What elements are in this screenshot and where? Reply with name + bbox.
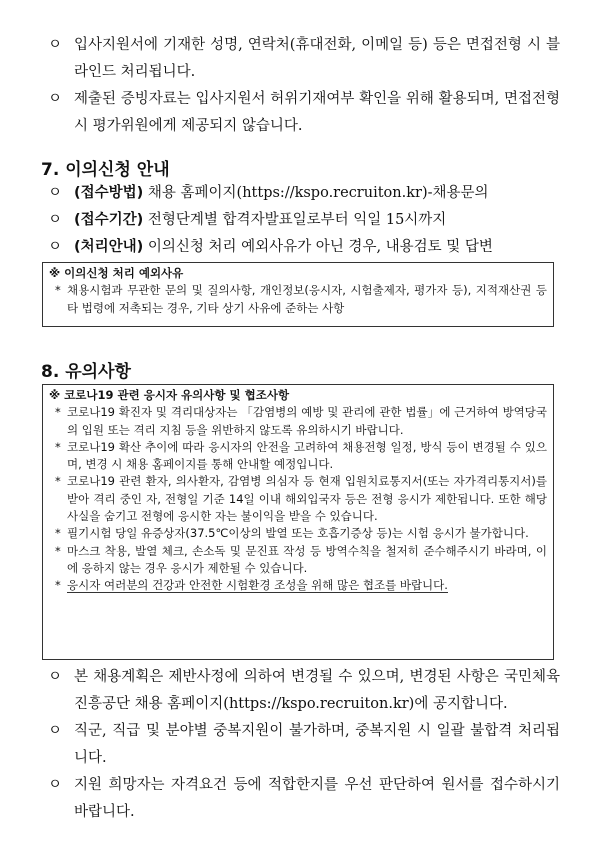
box-item-marker: * — [55, 405, 61, 420]
section-7-title: 7. 이의신청 안내 — [41, 160, 170, 180]
bullet-eligibility-check — [48, 772, 560, 826]
bullet-text: 입사지원서에 기재한 성명, 연락처(휴대전화, 이메일 등) 등은 면접전형 시 블라인드 처리됩니다. — [74, 37, 560, 80]
box-item-marker: * — [55, 526, 61, 541]
box-item — [43, 525, 553, 542]
section-8-title: 8. 유의사항 — [41, 362, 131, 382]
item-text: 전형단계별 합격자발표일로부터 익일 15시까지 — [143, 212, 447, 228]
bullet-text: 본 채용계획은 제반사정에 의하여 변경될 수 있으며, 변경된 사항은 국민체육진흥공단 채용 홈페이지(https://kspo.recruiton.kr)에 공지합니다. — [74, 669, 560, 712]
box-item-text: 코로나19 확산 추이에 따라 응시자의 안전을 고려하여 채용전형 일정, 방식 등이 변경될 수 있으며, 변경 시 채용 홈페이지를 통해 안내할 예정입니다. — [67, 439, 547, 472]
bullet-marker: ㅇ — [48, 212, 63, 228]
box-item-text: 마스크 착용, 발열 체크, 손소독 및 문진표 작성 등 방역수칙을 철저히 준수해주시기 바라며, 이에 응하지 않는 경우 응시가 제한될 수 있습니다. — [67, 543, 547, 575]
bullet-marker: ㅇ — [48, 777, 63, 793]
box-item — [43, 439, 553, 474]
bullet-marker: ㅇ — [48, 669, 63, 685]
box-item-text: 코로나19 확진자 및 격리대상자는 「감염병의 예방 및 관리에 관한 법률」에 근거하여 방역당국의 입원 또는 격리 지침 등을 위반하지 않도록 유의하시기 바랍니다. — [67, 405, 547, 437]
box-item-marker: * — [55, 543, 61, 558]
bullet-duplicate-application — [48, 718, 560, 772]
box-item-text: 코로나19 관련 환자, 의사환자, 감염병 의심자 등 현재 입원치료통지서(또는 자가격리통지서)를 받아 격리 중인 자, 전형일 기준 14일 이내 해외입국자 등은 전형 응시가 제한됩니다. 또한 해당 사실을 숨기고 전형에 응시한 자는 불이익을 받을 수 있습니다. — [67, 474, 547, 524]
box-item-marker: * — [55, 283, 61, 298]
objection-method — [48, 180, 560, 207]
box-title: ※ 코로나19 관련 응시자 유의사항 및 협조사항 — [49, 388, 290, 402]
bullet-blind-processing — [48, 32, 560, 86]
box-item-text: 채용시험과 무관한 문의 및 질의사항, 개인정보(응시자, 시험출제자, 평가자 등), 지적재산권 등 타 법령에 저촉되는 경우, 기타 상기 사유에 준하는 사항 — [67, 283, 547, 315]
bullet-text: 직군, 직급 및 분야별 중복지원이 불가하며, 중복지원 시 일괄 불합격 처리됩니다. — [74, 723, 560, 766]
bullet-text: 지원 희망자는 자격요건 등에 적합한지를 우선 판단하여 원서를 접수하시기 바랍니다. — [74, 777, 560, 820]
box-item — [43, 543, 553, 578]
box-item-marker: * — [55, 439, 61, 454]
item-text: 채용 홈페이지(https://kspo.recruiton.kr)-채용문의 — [143, 185, 489, 201]
bullet-plan-change — [48, 664, 560, 718]
bullet-marker: ㅇ — [48, 37, 63, 53]
box-item — [43, 577, 553, 594]
item-label: (접수방법) — [74, 185, 144, 201]
box-item-marker: * — [55, 578, 61, 593]
box-item-marker: * — [55, 474, 61, 489]
bullet-marker: ㅇ — [48, 239, 63, 255]
box-item — [43, 404, 553, 439]
bullet-text: 제출된 증빙자료는 입사지원서 허위기재여부 확인을 위해 활용되며, 면접전형 시 평가위원에게 제공되지 않습니다. — [74, 91, 560, 134]
box-item-text: 필기시험 당일 유증상자(37.5℃이상의 발열 또는 호흡기증상 등)는 시험 응시가 불가합니다. — [67, 526, 529, 541]
bullet-marker: ㅇ — [48, 723, 63, 739]
bullet-marker: ㅇ — [48, 185, 63, 201]
objection-exception-box — [42, 262, 554, 327]
item-label: (접수기간) — [74, 212, 144, 228]
objection-processing — [48, 234, 560, 261]
bullet-marker: ㅇ — [48, 91, 63, 107]
covid-notice-box — [42, 384, 554, 660]
box-item — [43, 473, 553, 525]
box-item — [43, 282, 553, 317]
objection-period — [48, 207, 560, 234]
item-text: 이의신청 처리 예외사유가 아닌 경우, 내용검토 및 답변 — [143, 239, 493, 255]
box-item-text: 응시자 여러분의 건강과 안전한 시험환경 조성을 위해 많은 협조를 바랍니다. — [67, 578, 448, 593]
bullet-evidence-documents — [48, 86, 560, 140]
item-label: (처리안내) — [74, 239, 144, 255]
box-title: ※ 이의신청 처리 예외사유 — [49, 266, 184, 280]
